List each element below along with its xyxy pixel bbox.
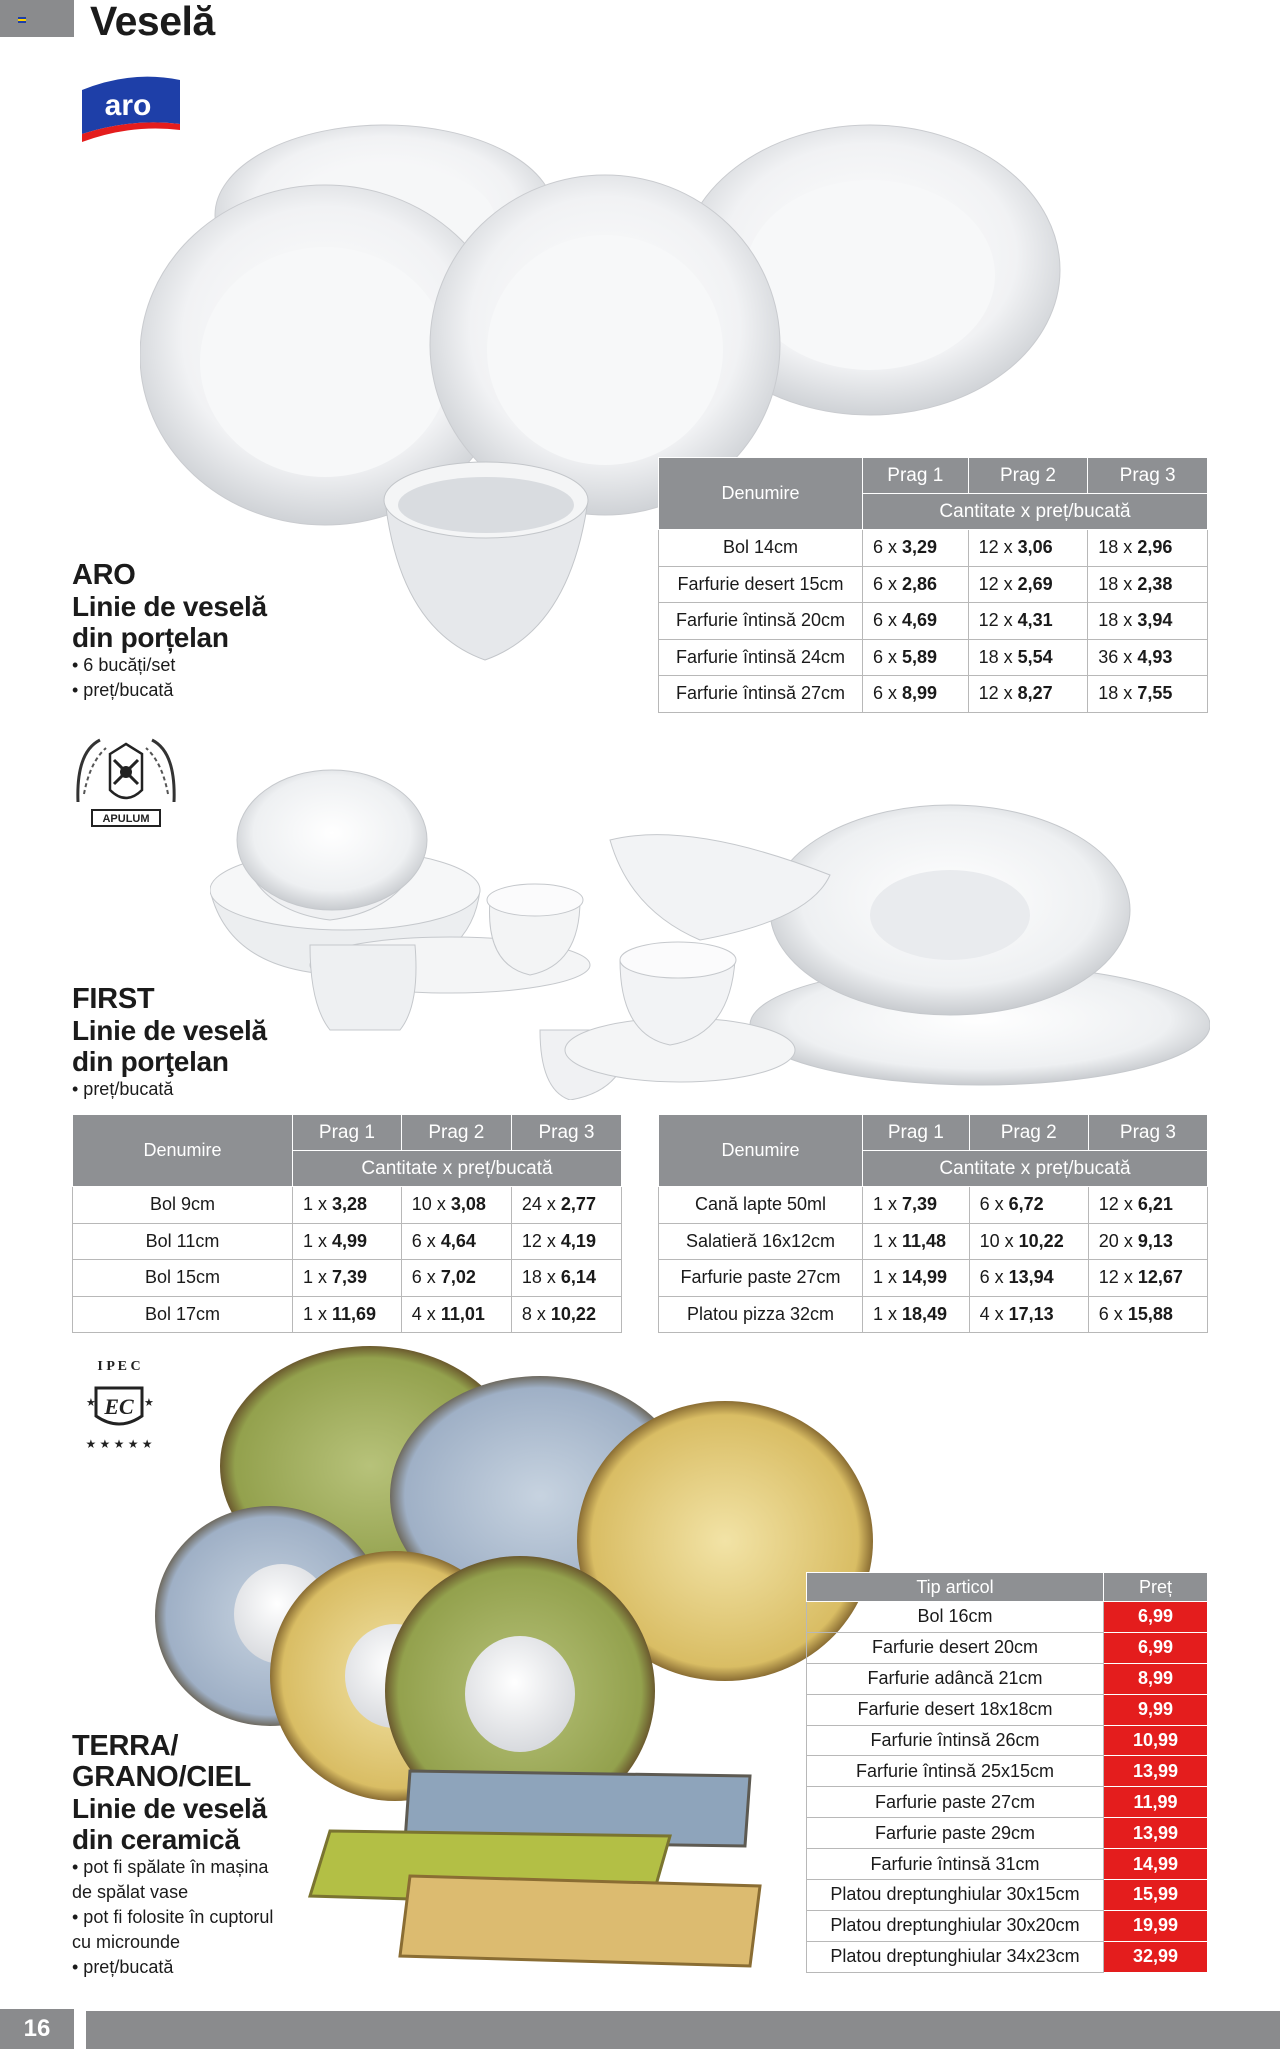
table-row: Bol 17cm 1 x 11,69 4 x 11,01 8 x 10,22 bbox=[73, 1296, 622, 1333]
product-line: Linie de veselă bbox=[72, 1793, 267, 1824]
table-row: Farfurie întinsă 27cm 6 x 8,99 12 x 8,27 18 x 7,55 bbox=[659, 676, 1208, 713]
product-line: Linie de veselă bbox=[72, 591, 267, 622]
col-tip-articol: Tip articol bbox=[807, 1573, 1104, 1602]
table-row: Farfurie întinsă 24cm 6 x 5,89 18 x 5,54 36 x 4,93 bbox=[659, 639, 1208, 676]
first-price-table-right bbox=[658, 1114, 1208, 1333]
table-row: Platou pizza 32cm 1 x 18,49 4 x 17,13 6 x 15,88 bbox=[659, 1296, 1208, 1333]
table-row: Platou dreptunghiular 30x15cm 15,99 bbox=[807, 1880, 1208, 1911]
col-denumire: Denumire bbox=[659, 458, 863, 530]
flag-icon bbox=[18, 17, 26, 23]
product-bullet: de spălat vase bbox=[72, 1882, 189, 1902]
table-row: Bol 16cm 6,99 bbox=[807, 1602, 1208, 1633]
product-bullet: • preț/bucată bbox=[72, 1079, 174, 1099]
header-tab bbox=[0, 0, 74, 37]
table-row: Farfurie întinsă 25x15cm 13,99 bbox=[807, 1756, 1208, 1787]
svg-text:★: ★ bbox=[144, 1397, 154, 1409]
product-line: Linie de veselă bbox=[72, 1015, 267, 1046]
table-row: Bol 9cm 1 x 3,28 10 x 3,08 24 x 2,77 bbox=[73, 1187, 622, 1224]
table-row: Platou dreptunghiular 30x20cm 19,99 bbox=[807, 1910, 1208, 1941]
table-row: Cană lapte 50ml 1 x 7,39 6 x 6,72 12 x 6,21 bbox=[659, 1187, 1208, 1224]
col-prag-2: Prag 2 bbox=[968, 458, 1088, 494]
aro-product-info bbox=[72, 560, 267, 703]
terra-product-info bbox=[72, 1731, 273, 1980]
table-row: Farfurie desert 15cm 6 x 2,86 12 x 2,69 18 x 2,38 bbox=[659, 566, 1208, 603]
svg-text:★ ★ ★ ★ ★: ★ ★ ★ ★ ★ bbox=[85, 1437, 153, 1451]
table-row: Farfurie adâncă 21cm 8,99 bbox=[807, 1663, 1208, 1694]
first-product-info bbox=[72, 984, 267, 1102]
col-prag-2: Prag 2 bbox=[401, 1115, 511, 1151]
col-prag-3: Prag 3 bbox=[1088, 1115, 1207, 1151]
page-number: 16 bbox=[0, 2009, 74, 2049]
table-row: Bol 11cm 1 x 4,99 6 x 4,64 12 x 4,19 bbox=[73, 1223, 622, 1260]
apulum-logo bbox=[70, 732, 182, 834]
table-row: Bol 15cm 1 x 7,39 6 x 7,02 18 x 6,14 bbox=[73, 1260, 622, 1297]
table-row: Farfurie desert 18x18cm 9,99 bbox=[807, 1694, 1208, 1725]
product-brand: ARO bbox=[72, 559, 136, 591]
col-prag-2: Prag 2 bbox=[969, 1115, 1088, 1151]
first-price-table-left bbox=[72, 1114, 622, 1333]
table-row: Farfurie paste 29cm 13,99 bbox=[807, 1818, 1208, 1849]
ipec-logo-mark: EC bbox=[104, 1394, 134, 1419]
product-bullet: • pot fi folosite în cuptorul bbox=[72, 1907, 274, 1927]
page-title: Veselă bbox=[90, 0, 215, 44]
product-brand: TERRA/ bbox=[72, 1730, 179, 1762]
col-prag-3: Prag 3 bbox=[511, 1115, 621, 1151]
svg-text:★: ★ bbox=[86, 1397, 96, 1409]
footer-bar bbox=[86, 2011, 1280, 2049]
product-brand: FIRST bbox=[72, 983, 155, 1015]
col-denumire: Denumire bbox=[659, 1115, 863, 1187]
product-bullet: cu microunde bbox=[72, 1932, 181, 1952]
apulum-logo-text: APULUM bbox=[102, 813, 150, 825]
ipec-logo-text: I P E C bbox=[97, 1359, 141, 1374]
table-row: Bol 14cm 6 x 3,29 12 x 3,06 18 x 2,96 bbox=[659, 530, 1208, 567]
aro-logo-text: aro bbox=[104, 89, 152, 122]
product-bullet: • 6 bucăți/set bbox=[72, 655, 176, 675]
product-brand: GRANO/CIEL bbox=[72, 1761, 252, 1793]
table-row: Farfurie paste 27cm 1 x 14,99 6 x 13,94 12 x 12,67 bbox=[659, 1260, 1208, 1297]
product-line: din porțelan bbox=[72, 622, 229, 653]
col-subheader: Cantitate x preț/bucată bbox=[293, 1151, 622, 1187]
aro-price-table bbox=[658, 457, 1208, 713]
table-row: Farfurie paste 27cm 11,99 bbox=[807, 1787, 1208, 1818]
product-bullet: • preț/bucată bbox=[72, 1957, 174, 1977]
col-prag-1: Prag 1 bbox=[863, 1115, 970, 1151]
col-subheader: Cantitate x preț/bucată bbox=[863, 1151, 1208, 1187]
col-prag-1: Prag 1 bbox=[863, 458, 969, 494]
product-line: din ceramică bbox=[72, 1824, 240, 1855]
terra-price-table bbox=[806, 1572, 1208, 1973]
table-row: Salatieră 16x12cm 1 x 11,48 10 x 10,22 20 x 9,13 bbox=[659, 1223, 1208, 1260]
col-prag-1: Prag 1 bbox=[293, 1115, 402, 1151]
product-bullet: • pot fi spălate în mașina bbox=[72, 1857, 269, 1877]
table-row: Platou dreptunghiular 34x23cm 32,99 bbox=[807, 1941, 1208, 1972]
table-row: Farfurie întinsă 31cm 14,99 bbox=[807, 1849, 1208, 1880]
product-line: din porţelan bbox=[72, 1046, 229, 1077]
col-subheader: Cantitate x preț/bucată bbox=[863, 494, 1208, 530]
first-dishes-image bbox=[210, 760, 1210, 1100]
product-bullet: • preț/bucată bbox=[72, 680, 174, 700]
table-row: Farfurie desert 20cm 6,99 bbox=[807, 1632, 1208, 1663]
col-denumire: Denumire bbox=[73, 1115, 293, 1187]
table-row: Farfurie întinsă 26cm 10,99 bbox=[807, 1725, 1208, 1756]
table-row: Farfurie întinsă 20cm 6 x 4,69 12 x 4,31 18 x 3,94 bbox=[659, 603, 1208, 640]
col-prag-3: Prag 3 bbox=[1088, 458, 1208, 494]
col-pret: Preț bbox=[1104, 1573, 1208, 1602]
